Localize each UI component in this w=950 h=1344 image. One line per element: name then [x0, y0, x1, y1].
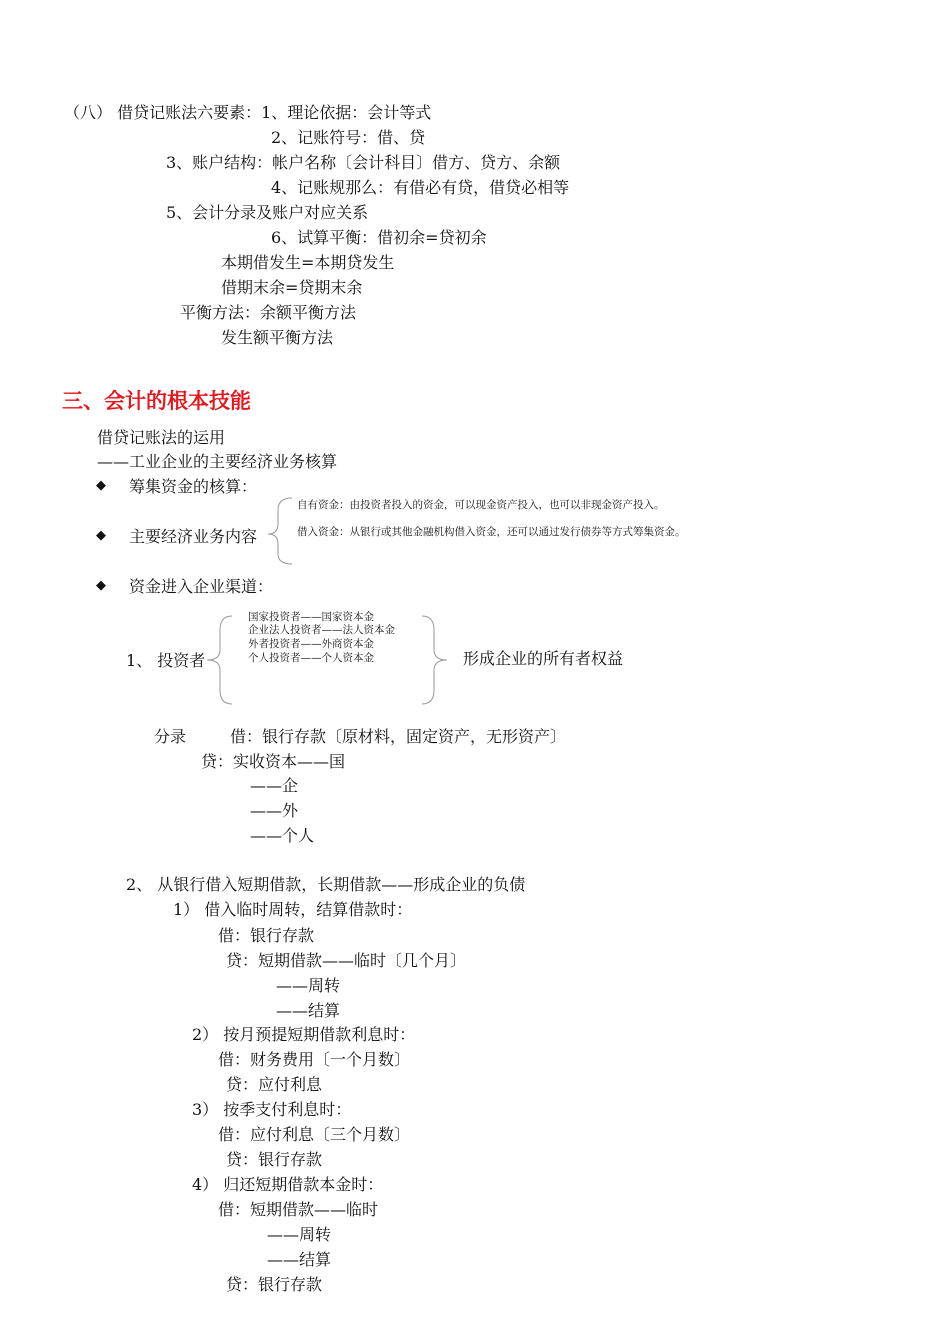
investor-item: 外者投资者——外商资本金: [248, 638, 374, 650]
loans-step-4-title: 4） 归还短期借款本金时：: [192, 1175, 384, 1194]
loans-step-4-sub: ——结算: [267, 1250, 332, 1269]
loans-step-4-credit: 贷：银行存款: [226, 1275, 323, 1294]
six-elements-line-10: 发生额平衡方法: [221, 328, 334, 347]
right-brace-icon: [420, 614, 450, 706]
entry-label: 分录: [154, 727, 187, 746]
six-elements-line-4: 4、记账规那么：有借必有贷，借贷必相等: [271, 178, 570, 197]
loans-step-3-debit: 借：应付利息〔三个月数〕: [218, 1125, 411, 1144]
six-elements-line-1: （八） 借贷记账法六要素：1、理论依据：会计等式: [64, 103, 432, 122]
six-elements-line-2: 2、记账符号：借、贷: [271, 128, 426, 147]
bullet-diamond-icon: ◆: [96, 478, 106, 493]
investor-item: 企业法人投资者——法人资本金: [248, 624, 395, 636]
loans-step-1-sub: ——结算: [276, 1001, 341, 1020]
funding-note-own: 自有资金：由投资者投入的资金，可以现金资产投入，也可以非现金资产投入。: [297, 499, 665, 511]
loans-step-1-sub: ——周转: [276, 976, 341, 995]
investor-item: 个人投资者——个人资本金: [248, 652, 374, 664]
bullet-main-business: 主要经济业务内容: [129, 527, 258, 546]
entry-credit-sub: ——企: [250, 776, 299, 795]
investors-label: 1、 投资者: [126, 651, 206, 670]
six-elements-line-8: 借期末余=贷期末余: [221, 278, 363, 297]
loans-step-2-debit: 借：财务费用〔一个月数〕: [218, 1050, 411, 1069]
six-elements-line-7: 本期借发生=本期贷发生: [221, 253, 395, 272]
investors-result: 形成企业的所有者权益: [463, 649, 624, 668]
funding-note-borrowed: 借入资金：从银行或其他金融机构借入资金，还可以通过发行债券等方式筹集资金。: [297, 526, 686, 538]
bullet-fund-channels: 资金进入企业渠道：: [129, 577, 274, 596]
loans-title: 2、 从银行借入短期借款，长期借款——形成企业的负债: [126, 875, 526, 894]
entry-credit: 贷：实收资本——国: [201, 752, 346, 771]
six-elements-line-9: 平衡方法：余额平衡方法: [180, 303, 357, 322]
entry-credit-sub: ——外: [250, 801, 299, 820]
bullet-diamond-icon: ◆: [96, 578, 106, 593]
entry-debit: 借：银行存款〔原材料，固定资产，无形资产〕: [230, 727, 567, 746]
six-elements-line-6: 6、试算平衡：借初余=贷初余: [271, 228, 487, 247]
bullet-diamond-icon: ◆: [96, 528, 106, 543]
loans-step-3-credit: 贷：银行存款: [226, 1150, 323, 1169]
entry-credit-sub: ——个人: [250, 826, 315, 845]
loans-step-1-debit: 借：银行存款: [218, 926, 315, 945]
investor-item: 国家投资者——国家资本金: [248, 611, 374, 623]
loans-step-2-title: 2） 按月预提短期借款利息时：: [192, 1025, 416, 1044]
loans-step-2-credit: 贷：应付利息: [226, 1075, 323, 1094]
section-heading: 三、会计的根本技能: [62, 389, 251, 413]
section-subtitle-2: ——工业企业的主要经济业务核算: [97, 452, 338, 471]
bullet-funding-accounting: 筹集资金的核算：: [129, 477, 258, 496]
section-subtitle: 借贷记账法的运用: [97, 428, 226, 447]
loans-step-1-title: 1） 借入临时周转，结算借款时：: [173, 900, 413, 919]
six-elements-line-3: 3、账户结构：帐户名称〔会计科目〕借方、贷方、余额: [166, 153, 561, 172]
loans-step-1-credit: 贷：短期借款——临时〔几个月〕: [226, 951, 467, 970]
left-brace-icon: [266, 496, 296, 566]
loans-step-4-sub: ——周转: [267, 1225, 332, 1244]
left-brace-icon: [204, 614, 234, 706]
loans-step-3-title: 3） 按季支付利息时：: [192, 1100, 352, 1119]
loans-step-4-debit: 借：短期借款——临时: [218, 1200, 379, 1219]
six-elements-line-5: 5、会计分录及账户对应关系: [166, 203, 369, 222]
